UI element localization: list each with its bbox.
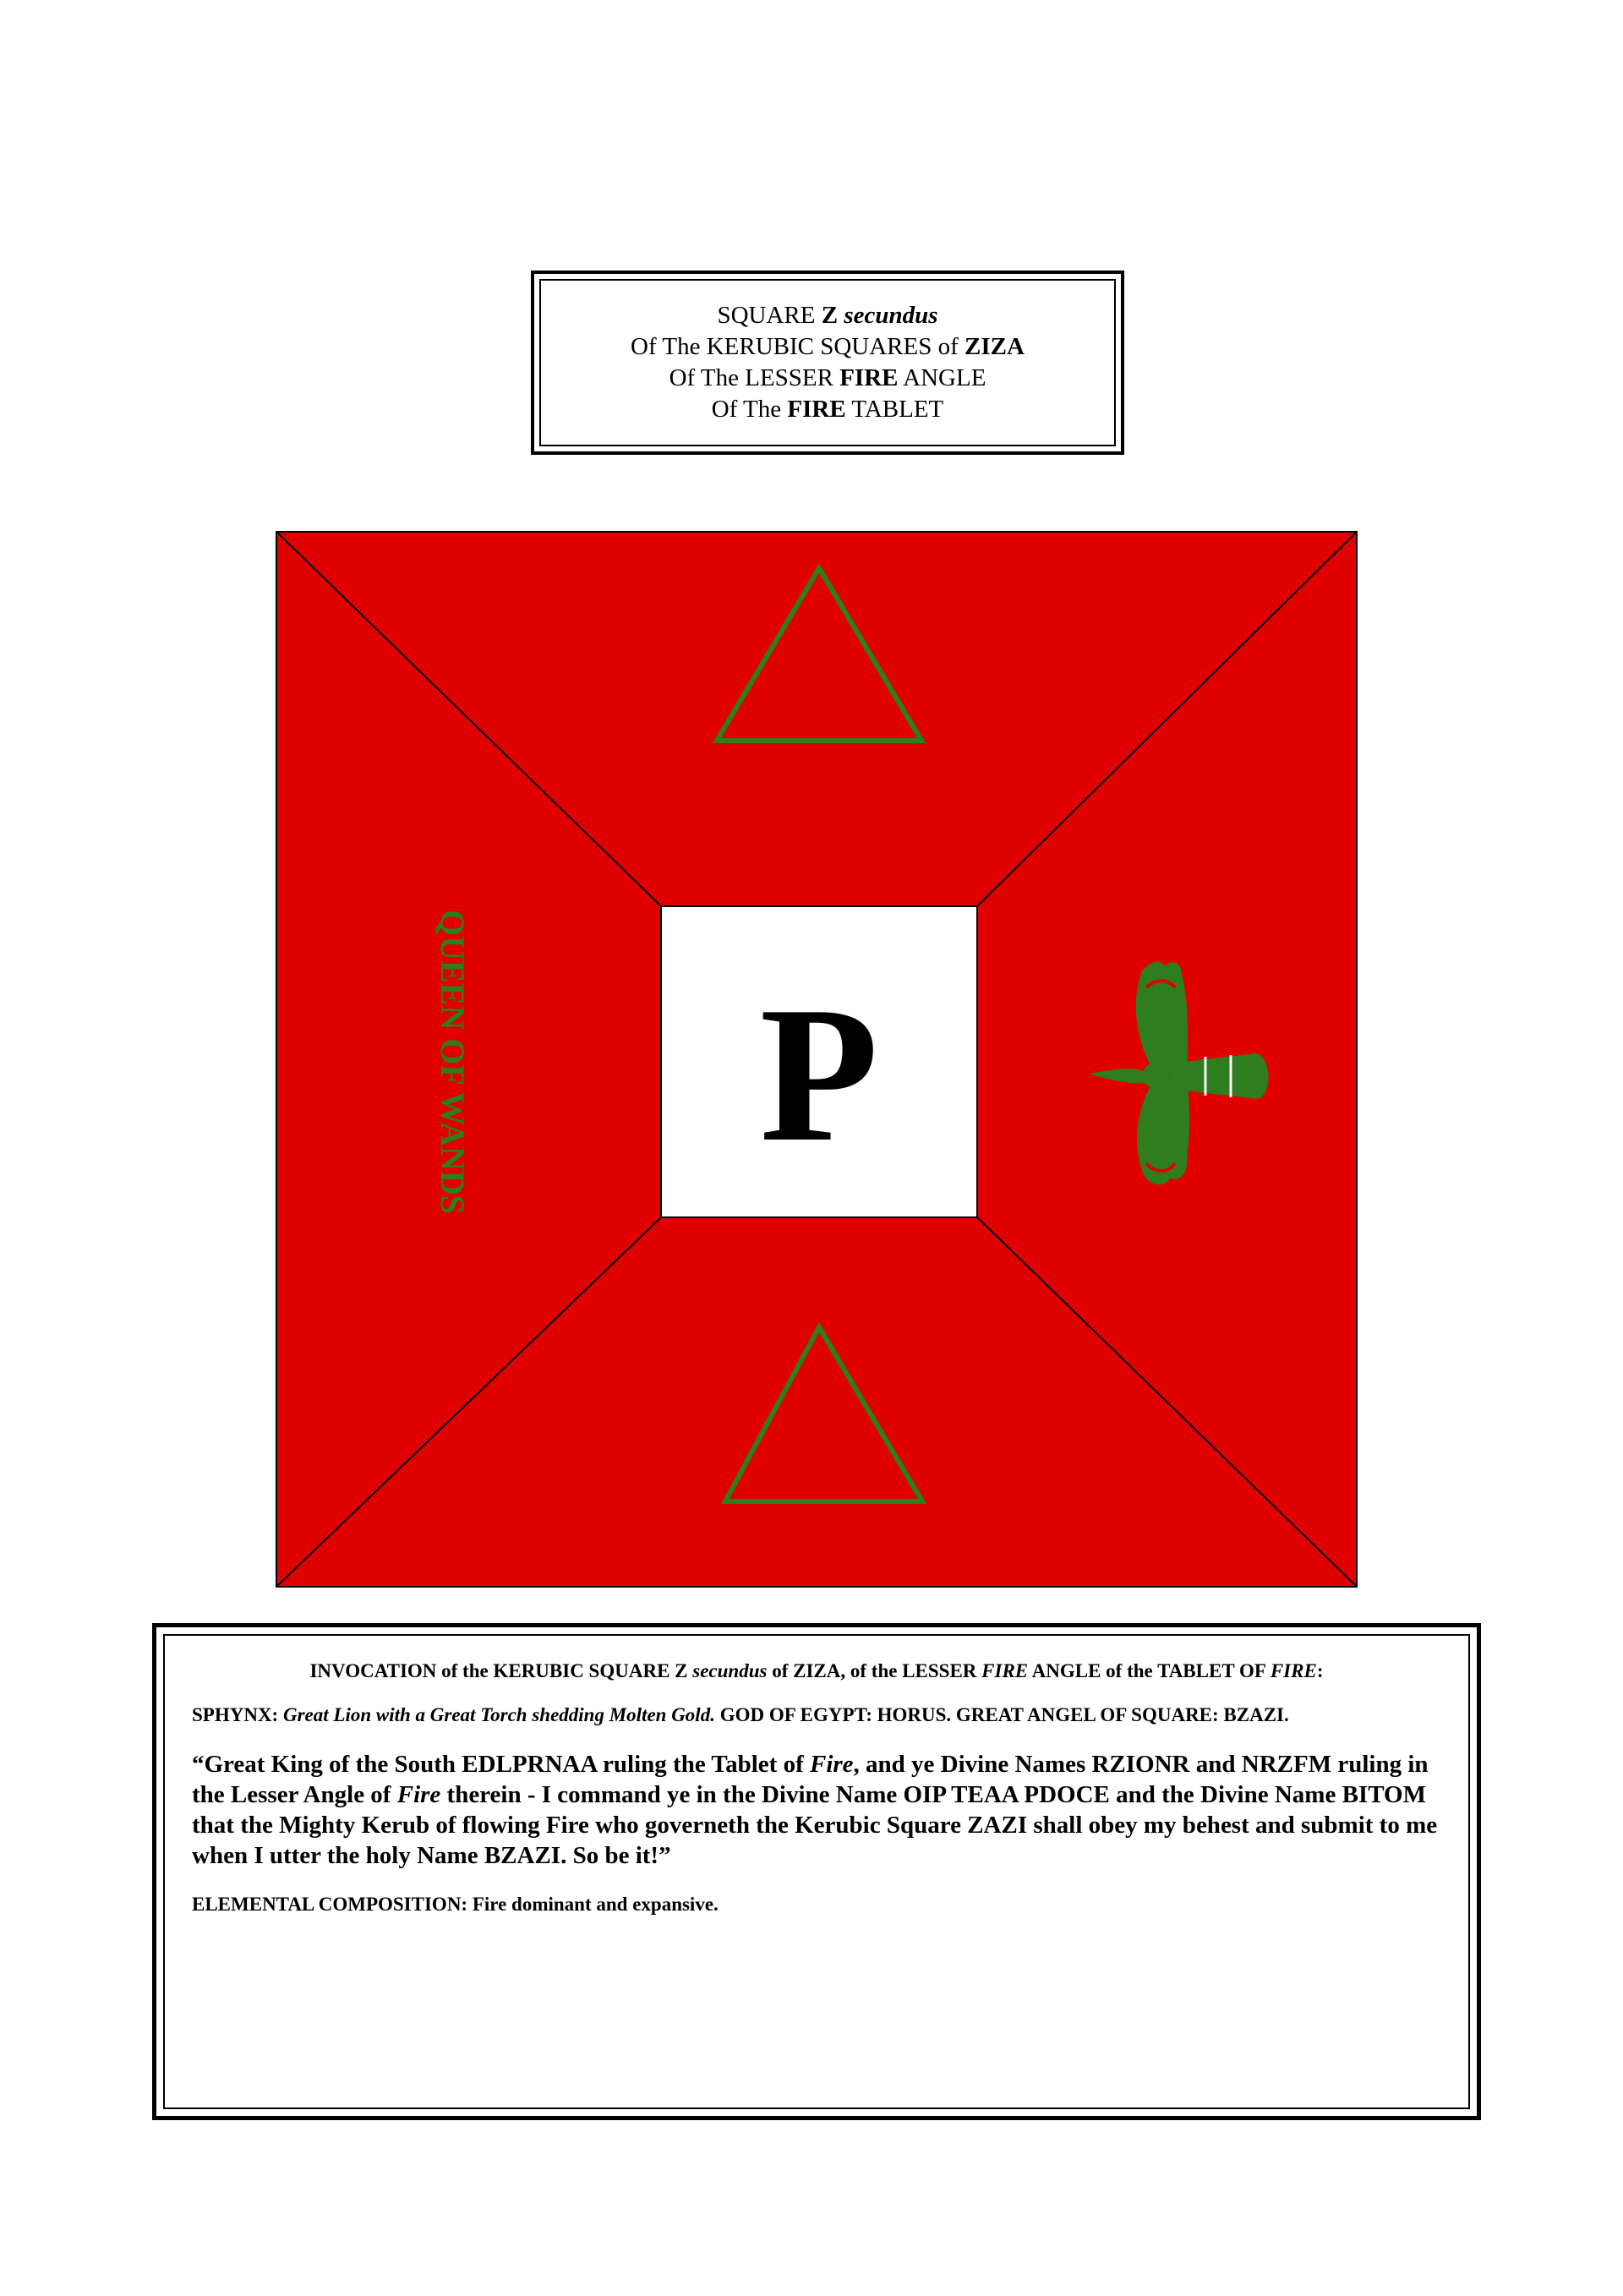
title-line-4: Of The FIRE TABLET xyxy=(711,396,944,423)
title-line-2: Of The KERUBIC SQUARES of ZIZA xyxy=(631,333,1025,360)
invocation-box-inner xyxy=(163,1634,1470,2109)
title-line-1: SQUARE Z secundus xyxy=(717,302,938,329)
elemental-composition: ELEMENTAL COMPOSITION: Fire dominant and expansive. xyxy=(192,1894,719,1915)
sphynx-line: SPHYNX: Great Lion with a Great Torch shedding Molten Gold. GOD OF EGYPT: HORUS. GREAT ANGEL OF SQUARE: BZAZI. xyxy=(192,1704,1289,1725)
invocation-quote: “Great King of the South EDLPRNAA ruling the Tablet of Fire, and ye Divine Names RZIONR and NRZFM ruling in the Lesser Angle of Fire therein - I command ye in the Divine Name OIP TEAA PDOCE and the Divine Name BITOM that the Mighty Kerub of flowing Fire who governeth the Kerubic Square ZAZI shall obey my behest and submit to me when I utter the holy Name BZAZI. So be it!” xyxy=(192,1751,1438,1869)
title-box-inner xyxy=(539,279,1116,446)
invocation-box xyxy=(152,1623,1481,2120)
title-box xyxy=(531,271,1124,455)
kerubic-square xyxy=(276,531,1358,1588)
center-letter: P xyxy=(759,966,879,1182)
title-line-3: Of The LESSER FIRE ANGLE xyxy=(669,364,986,391)
invocation-title: INVOCATION of the KERUBIC SQUARE Z secundus of ZIZA, of the LESSER FIRE ANGLE of the TABLET OF FIRE: xyxy=(309,1660,1324,1681)
queen-of-wands-label: QUEEN OF WANDS xyxy=(434,909,472,1215)
